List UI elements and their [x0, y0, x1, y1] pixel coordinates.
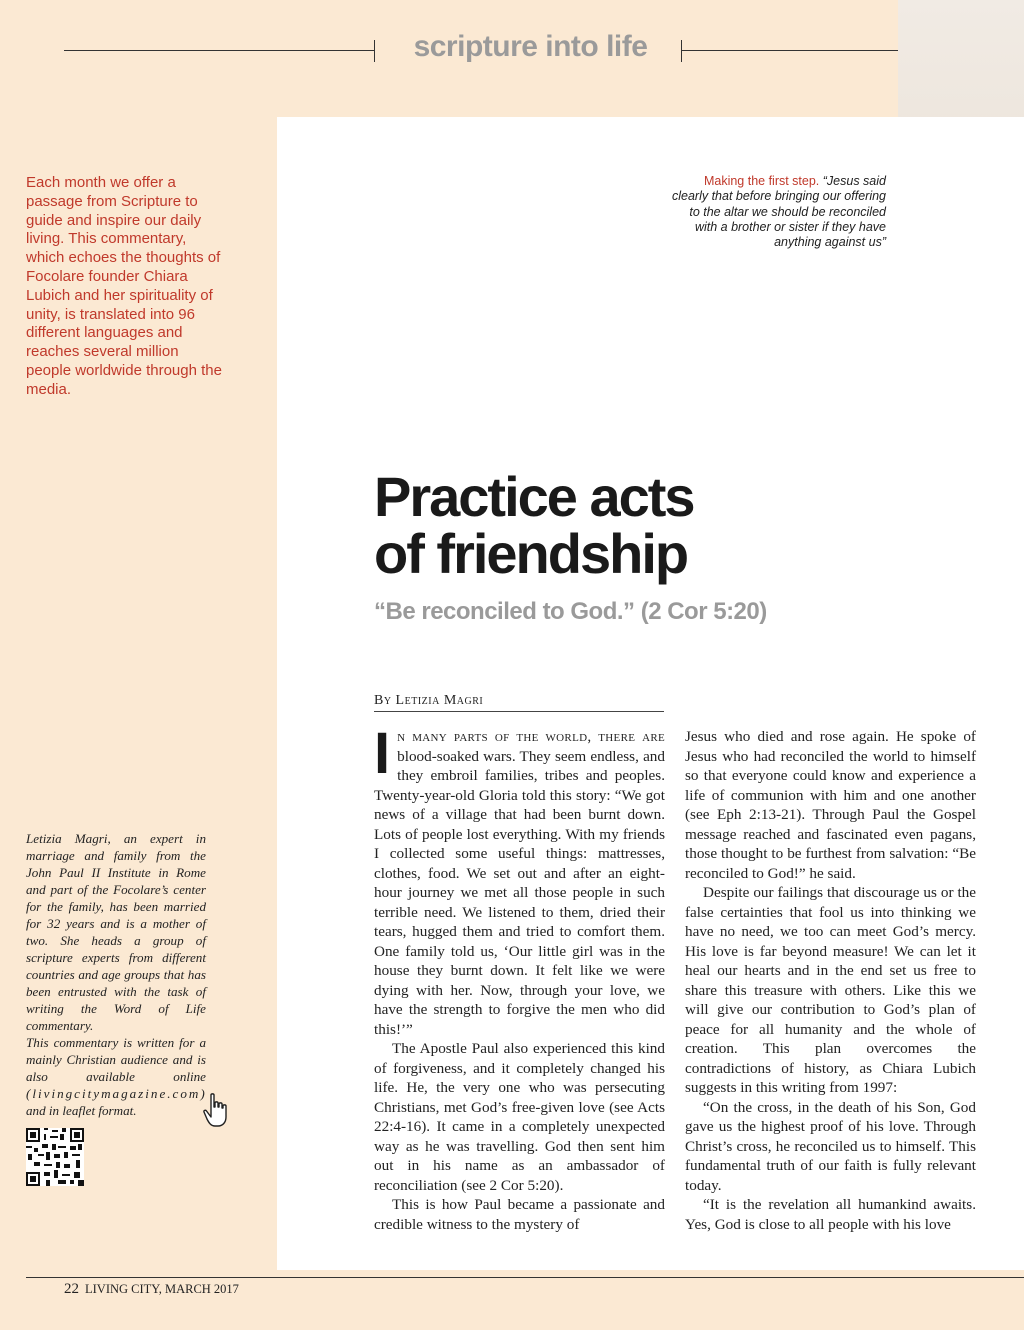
header-rule-tick-right — [681, 40, 682, 62]
article-title-line1: Practice acts — [374, 465, 694, 528]
article-byline: By Letizia Magri — [374, 693, 664, 712]
article-paragraph-1 — [374, 721, 665, 1039]
header-rule-left — [64, 50, 374, 51]
article-title-line2: of friendship — [374, 522, 688, 585]
article-paragraph-3: This is how Paul became a passionate and credible witness to the mystery of — [374, 1196, 665, 1233]
section-title: scripture into life — [413, 30, 648, 63]
header-rule-tick-left — [374, 40, 375, 62]
bio-text-3: and in leaflet format. — [26, 1103, 137, 1118]
photo-caption — [670, 174, 886, 250]
bio-text-2: This commentary is written for a mainly Christian audience and is also available online — [26, 1035, 206, 1084]
footer-rule — [26, 1277, 1024, 1278]
article-paragraph-2: The Apostle Paul also experienced this kind of forgiveness, and it completely changed his life. He, the very one who was persecuting Christians, met God’s free-given love (see Acts 22:4-16). It came in a completely unexpected way as he was travelling. God then sent him out in his name as an ambassador of reconciliation (see 2 Cor 5:20). — [374, 1040, 665, 1194]
issue-label: LIVING CITY, MARCH 2017 — [85, 1282, 239, 1296]
article-title — [374, 465, 894, 585]
article-column-2 — [685, 727, 976, 1234]
intro-blurb: Each month we offer a passage from Scripture to guide and inspire our daily living. This commentary, which echoes the thoughts of Focolare founder Chiara Lubich and her spirituality of unity, is translated into 96 different languages and reaches several million people worldwide through the media. — [26, 174, 222, 398]
page-footer — [64, 1281, 239, 1298]
article-paragraph-5: Despite our failings that discourage us or the false certainties that fool us into thinking we have no need, we too can meet God’s mercy. His love is far beyond measure! We can let it heal our hearts and in the end set us free to share this treasure with others. Like this we will give our contribution to God’s plan of peace for all humanity and the whole of creation. This plan overcomes the contradictions of history, as Chiara Lubich suggests in this writing from 1997: — [685, 884, 976, 1096]
bio-text: Letizia Magri, an expert in marriage and family from the John Paul II Institute in Rome and part of the Focolare’s center for the family, has been married for 32 years and is a mother of two. She heads a group of scripture experts from different countries and age groups that has been entrusted with the task of writing the Word of Life commentary. — [26, 831, 206, 1033]
page-number: 22 — [64, 1281, 79, 1297]
article-subtitle: “Be reconciled to God.” (2 Cor 5:20) — [374, 598, 767, 625]
qr-code[interactable] — [26, 1128, 84, 1186]
article-column-1 — [374, 721, 665, 1234]
drop-cap: I — [374, 721, 391, 786]
header-rule-right — [681, 50, 898, 51]
article-paragraph-6: “On the cross, in the death of his Son, God gave us the highest proof of his love. Through Christ’s cross, he reconciled us to himself. This fundamental truth of our faith is fully relevant today. — [685, 1098, 976, 1194]
bio-availability — [26, 1034, 206, 1119]
lead-small-caps: n many parts of the world, there are — [397, 728, 665, 745]
author-bio — [26, 830, 206, 1119]
paragraph-1-text: blood-soaked wars. They seem endless, and they embroil families, tribes and peoples. Twenty-year-old Gloria told this story: “We got news of a village that had been burnt down. Lots of people lost everything. With my friends I collected some useful things: mattresses, clothes, food. We set out and after an eight-hour journey we met all those people in such terrible need. We listened to them, dried their tears, hugged them and tried to comfort them. One family told us, ‘Our little girl was in the house they burnt down. It felt like we were dying with her. Now, through your love, we have the strength to forgive the men who did this!’” — [374, 747, 665, 1038]
caption-quote: “Jesus said clearly that before bringing our offering to the altar we should be reconciled with a brother or sister if they have anything against us” — [671, 174, 886, 250]
article-paragraph-7: “It is the revelation all humankind awaits. Yes, God is close to all people with his love — [685, 1196, 976, 1233]
website-link[interactable]: (livingcitymagazine.com) — [26, 1086, 207, 1101]
caption-lead: Making the first step. — [703, 174, 820, 188]
pointing-hand-icon — [202, 1092, 232, 1128]
article-paragraph-4: Jesus who died and rose again. He spoke of Jesus who had reconciled the world to himself so that everyone could know and experience a life of communion with him and one another (see Eph 2:13-21). Through Paul the Gospel message reached and fascinated even pagans, those thought to be furthest from salvation: “Be reconciled to God!” he said. — [685, 728, 976, 882]
